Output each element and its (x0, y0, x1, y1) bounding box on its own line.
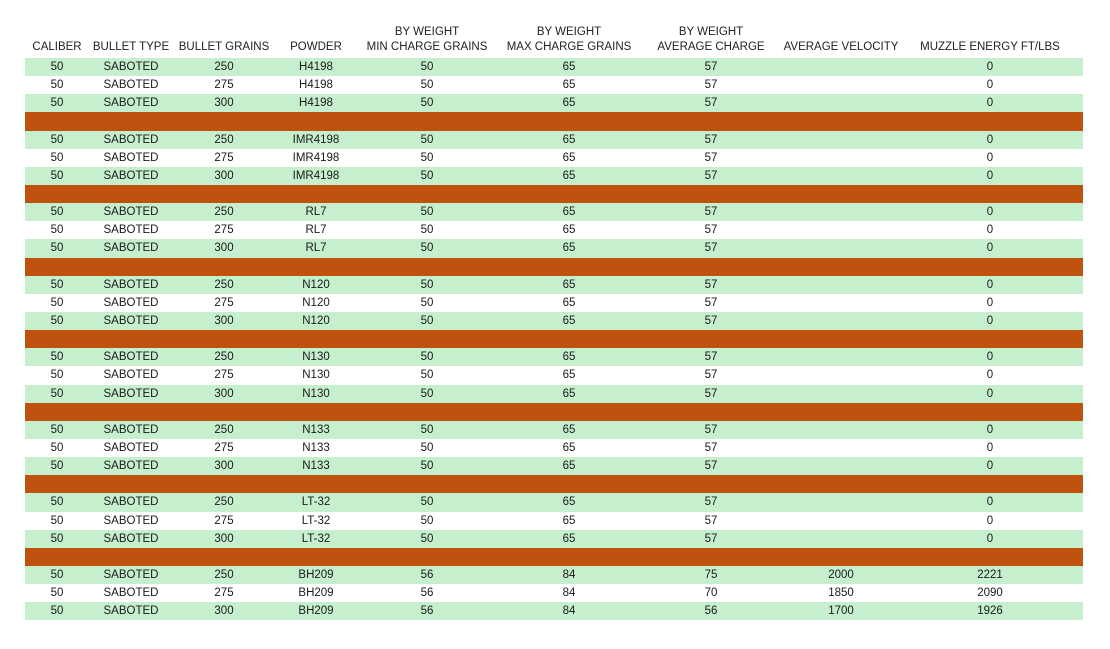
cell-bullet-type: SABOTED (103, 387, 159, 400)
cell-average-charge: 57 (704, 61, 718, 73)
cell-bullet-type: SABOTED (103, 97, 159, 110)
table-row (25, 149, 1083, 167)
cell-bullet-type: SABOTED (103, 224, 159, 237)
cell-min-charge: 50 (420, 514, 434, 527)
group-separator-row (25, 403, 1083, 421)
header-line-2: CALIBER (32, 41, 82, 53)
cell-average-velocity: 2000 (828, 568, 854, 581)
cell-caliber: 50 (50, 441, 64, 454)
cell-powder: BH209 (298, 605, 334, 618)
cell-average-charge: 57 (704, 496, 718, 509)
cell-bullet-grains: 300 (214, 314, 234, 327)
cell-min-charge: 50 (420, 351, 434, 364)
cell-max-charge: 65 (562, 441, 576, 454)
cell-min-charge: 50 (420, 314, 434, 327)
cell-min-charge: 50 (420, 79, 434, 92)
cell-muzzle-energy: 0 (986, 441, 994, 454)
cell-powder: H4198 (299, 97, 333, 110)
cell-powder: H4198 (299, 61, 333, 73)
cell-muzzle-energy: 0 (986, 278, 994, 291)
header-line-2: AVERAGE VELOCITY (783, 41, 899, 53)
cell-average-charge: 57 (704, 351, 718, 364)
cell-average-charge: 57 (704, 133, 718, 146)
cell-powder: LT-32 (301, 496, 331, 509)
cell-muzzle-energy: 0 (986, 532, 994, 545)
cell-average-charge: 57 (704, 151, 718, 164)
cell-min-charge: 50 (420, 97, 434, 110)
cell-max-charge: 65 (562, 387, 576, 400)
header-line-1 (777, 25, 905, 40)
cell-caliber: 50 (50, 423, 64, 436)
header-average-charge (647, 25, 775, 55)
cell-caliber: 50 (50, 387, 64, 400)
cell-powder: N130 (302, 351, 330, 364)
header-max-charge (505, 25, 633, 55)
header-line-2: BULLET GRAINS (178, 41, 270, 53)
cell-caliber: 50 (50, 532, 64, 545)
cell-muzzle-energy: 2221 (977, 568, 1003, 581)
cell-max-charge: 65 (562, 278, 576, 291)
cell-average-velocity (777, 131, 905, 149)
cell-caliber: 50 (50, 514, 64, 527)
header-line-1 (177, 25, 271, 40)
table-row (25, 566, 1083, 584)
cell-caliber: 50 (50, 224, 64, 237)
cell-max-charge: 65 (562, 423, 576, 436)
header-line-2: MIN CHARGE GRAINS (366, 41, 488, 53)
header-caliber (25, 25, 89, 55)
cell-max-charge: 65 (562, 460, 576, 473)
table-row (25, 239, 1083, 257)
cell-max-charge: 65 (562, 133, 576, 146)
cell-caliber: 50 (50, 133, 64, 146)
table-row (25, 276, 1083, 294)
cell-powder: BH209 (298, 587, 334, 600)
cell-powder: N130 (302, 369, 330, 382)
cell-powder: N133 (302, 441, 330, 454)
cell-caliber: 50 (50, 568, 64, 581)
cell-average-charge: 57 (704, 296, 718, 309)
cell-bullet-grains: 275 (214, 369, 234, 382)
cell-average-velocity (777, 512, 905, 530)
cell-bullet-grains: 250 (214, 61, 234, 73)
cell-bullet-type: SABOTED (103, 133, 159, 146)
cell-average-velocity (777, 76, 905, 94)
cell-bullet-grains: 275 (214, 296, 234, 309)
cell-muzzle-energy: 0 (986, 314, 994, 327)
cell-max-charge: 65 (562, 169, 576, 182)
cell-muzzle-energy: 0 (986, 79, 994, 92)
table-row (25, 512, 1083, 530)
header-muzzle-energy (915, 25, 1065, 55)
cell-min-charge: 56 (420, 587, 434, 600)
cell-powder: LT-32 (301, 514, 331, 527)
cell-min-charge: 50 (420, 532, 434, 545)
group-separator-row (25, 475, 1083, 493)
table-row (25, 385, 1083, 403)
cell-max-charge: 65 (562, 296, 576, 309)
cell-min-charge: 50 (420, 460, 434, 473)
header-average-velocity (777, 25, 905, 55)
header-powder (273, 25, 359, 55)
table-row (25, 294, 1083, 312)
cell-bullet-type: SABOTED (103, 423, 159, 436)
cell-average-velocity (777, 421, 905, 439)
cell-powder: RL7 (305, 224, 327, 237)
cell-caliber: 50 (50, 206, 64, 219)
cell-powder: RL7 (305, 206, 327, 219)
cell-bullet-grains: 300 (214, 242, 234, 255)
table-body (25, 58, 1083, 620)
cell-caliber: 50 (50, 79, 64, 92)
cell-bullet-grains: 275 (214, 224, 234, 237)
cell-powder: H4198 (299, 79, 333, 92)
cell-muzzle-energy: 0 (986, 496, 994, 509)
cell-powder: N133 (302, 423, 330, 436)
cell-caliber: 50 (50, 314, 64, 327)
cell-max-charge: 65 (562, 61, 576, 73)
cell-bullet-grains: 250 (214, 133, 234, 146)
cell-powder: N120 (302, 296, 330, 309)
cell-average-velocity (777, 149, 905, 167)
cell-muzzle-energy: 0 (986, 369, 994, 382)
header-line-1 (25, 25, 89, 40)
cell-bullet-grains: 275 (214, 441, 234, 454)
cell-average-velocity: 1700 (828, 605, 854, 618)
cell-average-velocity (777, 239, 905, 257)
cell-min-charge: 50 (420, 278, 434, 291)
cell-bullet-type: SABOTED (103, 496, 159, 509)
table-header (25, 24, 1083, 58)
cell-max-charge: 65 (562, 224, 576, 237)
cell-average-charge: 57 (704, 423, 718, 436)
cell-bullet-grains: 250 (214, 568, 234, 581)
cell-bullet-type: SABOTED (103, 278, 159, 291)
cell-min-charge: 56 (420, 605, 434, 618)
table-row (25, 76, 1083, 94)
cell-min-charge: 50 (420, 61, 434, 73)
cell-caliber: 50 (50, 605, 64, 618)
cell-powder: BH209 (298, 568, 334, 581)
cell-caliber: 50 (50, 242, 64, 255)
cell-bullet-grains: 300 (214, 532, 234, 545)
cell-average-charge: 57 (704, 314, 718, 327)
cell-average-velocity (777, 366, 905, 384)
cell-max-charge: 65 (562, 151, 576, 164)
cell-average-charge: 70 (704, 587, 718, 600)
cell-average-charge: 57 (704, 97, 718, 110)
header-line-1 (91, 25, 171, 40)
cell-average-charge: 56 (704, 605, 718, 618)
cell-min-charge: 50 (420, 369, 434, 382)
cell-min-charge: 50 (420, 496, 434, 509)
table-row (25, 312, 1083, 330)
cell-bullet-grains: 300 (214, 97, 234, 110)
cell-average-charge: 57 (704, 387, 718, 400)
cell-bullet-grains: 275 (214, 151, 234, 164)
table-row (25, 167, 1083, 185)
cell-max-charge: 65 (562, 532, 576, 545)
cell-bullet-grains: 250 (214, 496, 234, 509)
cell-bullet-type: SABOTED (103, 296, 159, 309)
cell-average-velocity (777, 530, 905, 548)
cell-average-velocity (777, 294, 905, 312)
cell-powder: IMR4198 (292, 169, 340, 182)
group-separator-row (25, 185, 1083, 203)
cell-average-charge: 57 (704, 224, 718, 237)
cell-caliber: 50 (50, 278, 64, 291)
cell-min-charge: 50 (420, 151, 434, 164)
cell-caliber: 50 (50, 61, 64, 73)
cell-min-charge: 50 (420, 224, 434, 237)
cell-bullet-grains: 300 (214, 169, 234, 182)
cell-caliber: 50 (50, 296, 64, 309)
cell-bullet-grains: 250 (214, 423, 234, 436)
header-line-2: AVERAGE CHARGE (657, 41, 765, 53)
cell-bullet-grains: 300 (214, 387, 234, 400)
cell-muzzle-energy: 0 (986, 460, 994, 473)
group-separator-row (25, 548, 1083, 566)
cell-max-charge: 65 (562, 79, 576, 92)
cell-min-charge: 50 (420, 441, 434, 454)
header-min-charge (363, 25, 491, 55)
cell-powder: IMR4198 (292, 133, 340, 146)
cell-muzzle-energy: 0 (986, 296, 994, 309)
cell-caliber: 50 (50, 351, 64, 364)
group-separator-row (25, 112, 1083, 130)
cell-average-velocity (777, 439, 905, 457)
header-line-2: POWDER (290, 41, 342, 53)
group-separator-row (25, 258, 1083, 276)
table-row (25, 348, 1083, 366)
cell-average-charge: 75 (704, 568, 718, 581)
cell-powder: N120 (302, 278, 330, 291)
cell-average-charge: 57 (704, 278, 718, 291)
group-separator-row (25, 330, 1083, 348)
cell-bullet-grains: 275 (214, 79, 234, 92)
table-row (25, 366, 1083, 384)
cell-powder: N120 (302, 314, 330, 327)
cell-bullet-grains: 250 (214, 351, 234, 364)
cell-average-velocity (777, 58, 905, 76)
table-row (25, 203, 1083, 221)
cell-caliber: 50 (50, 496, 64, 509)
cell-bullet-type: SABOTED (103, 605, 159, 618)
cell-max-charge: 65 (562, 369, 576, 382)
table-row (25, 584, 1083, 602)
cell-max-charge: 65 (562, 206, 576, 219)
cell-muzzle-energy: 0 (986, 242, 994, 255)
header-line-1: BY WEIGHT (536, 26, 602, 38)
table-row (25, 439, 1083, 457)
cell-bullet-grains: 275 (214, 587, 234, 600)
cell-average-velocity (777, 348, 905, 366)
cell-caliber: 50 (50, 369, 64, 382)
cell-muzzle-energy: 0 (986, 387, 994, 400)
header-bullet-grains (177, 25, 271, 55)
cell-powder: N133 (302, 460, 330, 473)
cell-muzzle-energy: 0 (986, 61, 994, 73)
cell-min-charge: 50 (420, 296, 434, 309)
header-line-2: MUZZLE ENERGY FT/LBS (920, 41, 1060, 53)
cell-bullet-type: SABOTED (103, 514, 159, 527)
header-line-1: BY WEIGHT (394, 26, 460, 38)
cell-average-charge: 57 (704, 532, 718, 545)
cell-average-velocity (777, 276, 905, 294)
header-line-1 (273, 25, 359, 40)
cell-bullet-type: SABOTED (103, 61, 159, 73)
cell-average-charge: 57 (704, 79, 718, 92)
header-bullet-type (91, 25, 171, 55)
cell-powder: N130 (302, 387, 330, 400)
cell-average-velocity (777, 94, 905, 112)
header-line-2: BULLET TYPE (92, 41, 170, 53)
cell-min-charge: 50 (420, 206, 434, 219)
cell-bullet-type: SABOTED (103, 79, 159, 92)
table-row (25, 602, 1083, 620)
cell-bullet-type: SABOTED (103, 460, 159, 473)
cell-bullet-type: SABOTED (103, 242, 159, 255)
cell-average-velocity (777, 493, 905, 511)
cell-max-charge: 65 (562, 514, 576, 527)
cell-min-charge: 50 (420, 133, 434, 146)
cell-bullet-type: SABOTED (103, 568, 159, 581)
table-row (25, 457, 1083, 475)
table-row (25, 421, 1083, 439)
cell-max-charge: 65 (562, 97, 576, 110)
header-line-1: BY WEIGHT (678, 26, 744, 38)
cell-min-charge: 50 (420, 242, 434, 255)
cell-average-velocity (777, 167, 905, 185)
cell-muzzle-energy: 0 (986, 423, 994, 436)
cell-bullet-grains: 300 (214, 460, 234, 473)
table-row (25, 221, 1083, 239)
cell-caliber: 50 (50, 169, 64, 182)
cell-max-charge: 84 (562, 605, 576, 618)
cell-max-charge: 84 (562, 568, 576, 581)
cell-bullet-type: SABOTED (103, 169, 159, 182)
cell-bullet-type: SABOTED (103, 441, 159, 454)
cell-bullet-grains: 275 (214, 514, 234, 527)
cell-average-velocity: 1850 (828, 587, 854, 600)
cell-average-velocity (777, 385, 905, 403)
cell-max-charge: 65 (562, 496, 576, 509)
cell-max-charge: 84 (562, 587, 576, 600)
cell-max-charge: 65 (562, 314, 576, 327)
cell-min-charge: 50 (420, 387, 434, 400)
cell-max-charge: 65 (562, 242, 576, 255)
table-row (25, 530, 1083, 548)
cell-muzzle-energy: 0 (986, 206, 994, 219)
table-row (25, 493, 1083, 511)
cell-average-velocity (777, 203, 905, 221)
cell-muzzle-energy: 0 (986, 514, 994, 527)
spreadsheet (25, 24, 1083, 620)
cell-powder: IMR4198 (292, 151, 340, 164)
table-row (25, 94, 1083, 112)
cell-bullet-grains: 250 (214, 206, 234, 219)
cell-average-charge: 57 (704, 460, 718, 473)
cell-average-velocity (777, 457, 905, 475)
cell-bullet-grains: 300 (214, 605, 234, 618)
cell-caliber: 50 (50, 151, 64, 164)
table-row (25, 131, 1083, 149)
cell-average-charge: 57 (704, 441, 718, 454)
cell-caliber: 50 (50, 460, 64, 473)
cell-muzzle-energy: 0 (986, 351, 994, 364)
cell-bullet-type: SABOTED (103, 587, 159, 600)
cell-muzzle-energy: 0 (986, 133, 994, 146)
cell-caliber: 50 (50, 97, 64, 110)
cell-average-velocity (777, 221, 905, 239)
cell-bullet-type: SABOTED (103, 151, 159, 164)
cell-average-charge: 57 (704, 369, 718, 382)
cell-average-charge: 57 (704, 206, 718, 219)
cell-muzzle-energy: 2090 (977, 587, 1003, 600)
cell-muzzle-energy: 0 (986, 97, 994, 110)
cell-powder: RL7 (305, 242, 327, 255)
cell-min-charge: 50 (420, 169, 434, 182)
cell-average-charge: 57 (704, 242, 718, 255)
header-line-2: MAX CHARGE GRAINS (506, 41, 632, 53)
cell-min-charge: 56 (420, 568, 434, 581)
cell-average-charge: 57 (704, 514, 718, 527)
header-line-1 (915, 25, 1065, 40)
cell-powder: LT-32 (301, 532, 331, 545)
cell-bullet-grains: 250 (214, 278, 234, 291)
cell-muzzle-energy: 1926 (977, 605, 1003, 618)
cell-max-charge: 65 (562, 351, 576, 364)
cell-caliber: 50 (50, 587, 64, 600)
cell-bullet-type: SABOTED (103, 314, 159, 327)
cell-average-velocity (777, 312, 905, 330)
table-row (25, 58, 1083, 76)
cell-muzzle-energy: 0 (986, 169, 994, 182)
cell-average-charge: 57 (704, 169, 718, 182)
cell-bullet-type: SABOTED (103, 206, 159, 219)
cell-muzzle-energy: 0 (986, 151, 994, 164)
cell-min-charge: 50 (420, 423, 434, 436)
cell-bullet-type: SABOTED (103, 532, 159, 545)
cell-muzzle-energy: 0 (986, 224, 994, 237)
cell-bullet-type: SABOTED (103, 369, 159, 382)
cell-bullet-type: SABOTED (103, 351, 159, 364)
